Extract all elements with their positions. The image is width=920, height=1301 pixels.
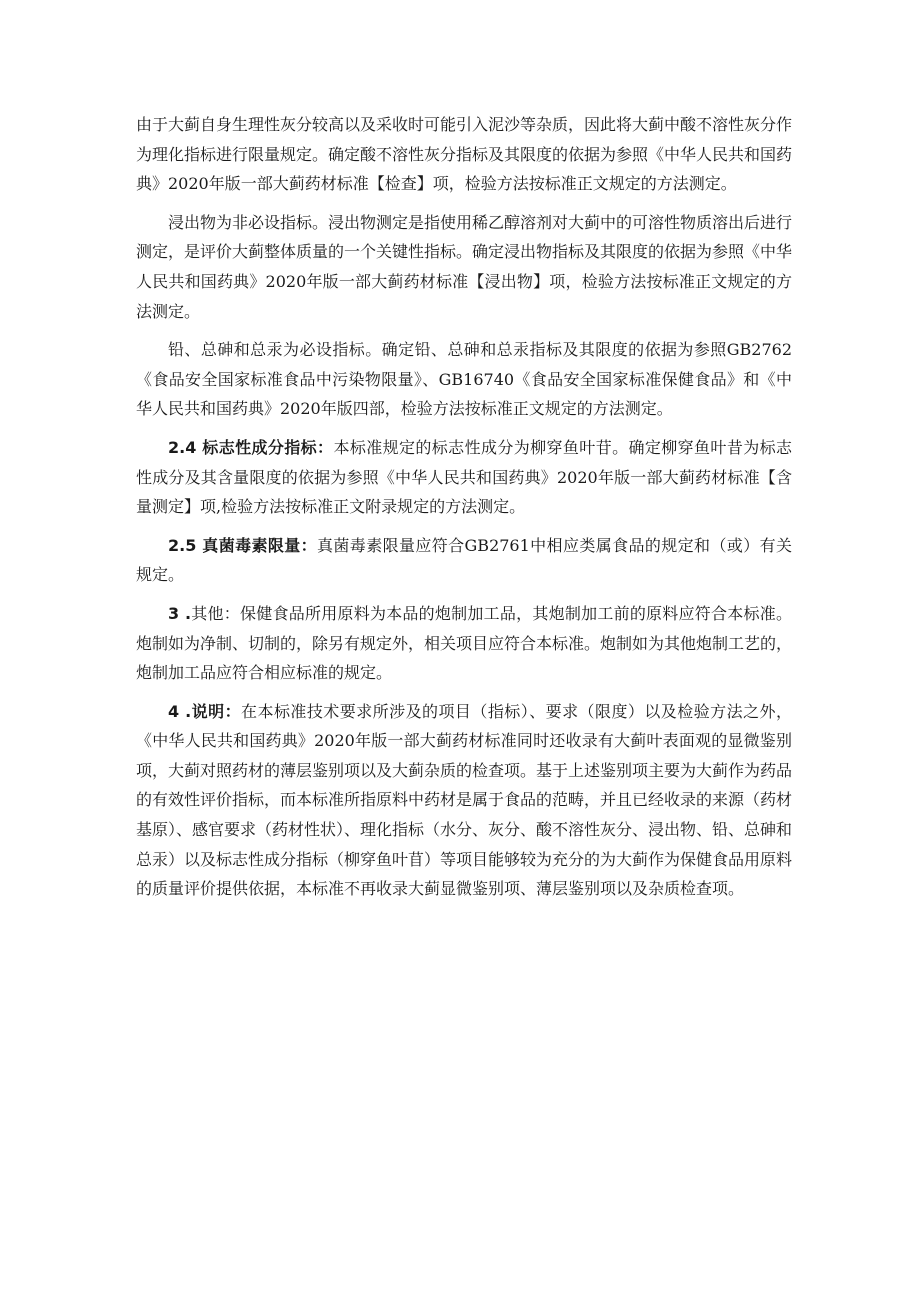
paragraph-extract: 浸出物为非必设指标。浸出物测定是指使用稀乙醇溶剂对大蓟中的可溶性物质溶出后进行测定，是评价大蓟整体质量的一个关键性指标。确定浸出物指标及其限度的依据为参照《中华人民共和国药典》2020年版一部大蓟药材标准【浸出物】项，检验方法按标准正文规定的方法测定。 [136,212,793,321]
section-body-2-5: 真菌毒素限量应符合GB2761中相应类属食品的规定和（或）有关规定。 [136,535,792,585]
paragraph-heavy-metals: 铅、总砷和总汞为必设指标。确定铅、总砷和总汞指标及其限度的依据为参照GB2762《食品安全国家标准食品中污染物限量》、GB16740《食品安全国家标准保健食品》和《中华人民共和国药典》2020年版四部，检验方法按标准正文规定的方法测定。 [136,340,792,419]
section-body-3: 其他：保健食品所用原料为本品的炮制加工品，其炮制加工前的原料应符合本标准。炮制如为净制、切制的，除另有规定外，相关项目应符合本标准。炮制如为其他炮制工艺的，炮制加工品应符合相应标准的规定。 [136,603,793,683]
paragraph-mycotoxin [136,531,792,590]
paragraph-other [136,599,792,688]
section-body-2-4: 本标准规定的标志性成分为柳穿鱼叶苷。确定柳穿鱼叶昔为标志性成分及其含量限度的依据为参照《中华人民共和国药典》2020年版一部大蓟药材标准【含量测定】项,检验方法按标准正文附录规定的方法测定。 [136,437,792,517]
section-body-4: 在本标准技术要求所涉及的项目（指标）、要求（限度）以及检验方法之外，《中华人民共和国药典》2020年版一部大蓟药材标准同时还收录有大蓟叶表面观的显微鉴别项，大蓟对照药材的薄层鉴别项以及大蓟杂质的检查项。基于上述鉴别项主要为大蓟作为药品的有效性评价指标，而本标准所指原料中药材是属于食品的范畴，并且已经收录的来源（药材基原）、感官要求（药材性状）、理化指标（水分、灰分、酸不溶性灰分、浸出物、铅、总砷和总汞）以及标志性成分指标（柳穿鱼叶苜）等项目能够较为充分的为大蓟作为保健食品用原料的质量评价提供依据，本标准不再收录大蓟显微鉴别项、薄层鉴别项以及杂质检查项。 [136,701,793,899]
section-heading-4: 4 .说明： [168,701,242,721]
paragraph-acid-insoluble-ash: 由于大蓟自身生理性灰分较高以及采收时可能引入泥沙等杂质，因此将大蓟中酸不溶性灰分作为理化指标进行限量规定。确定酸不溶性灰分指标及其限度的依据为参照《中华人民共和国药典》2020年版一部大蓟药材标准【检查】项，检验方法按标准正文规定的方法测定。 [136,115,793,194]
document-page [136,115,793,913]
paragraph-marker-component [136,433,792,522]
section-heading-3: 3 . [168,603,192,623]
section-heading-2-4: 2.4 标志性成分指标： [168,437,334,457]
paragraph-explanation [136,697,792,904]
section-heading-2-5: 2.5 真菌毒素限量： [168,535,318,555]
